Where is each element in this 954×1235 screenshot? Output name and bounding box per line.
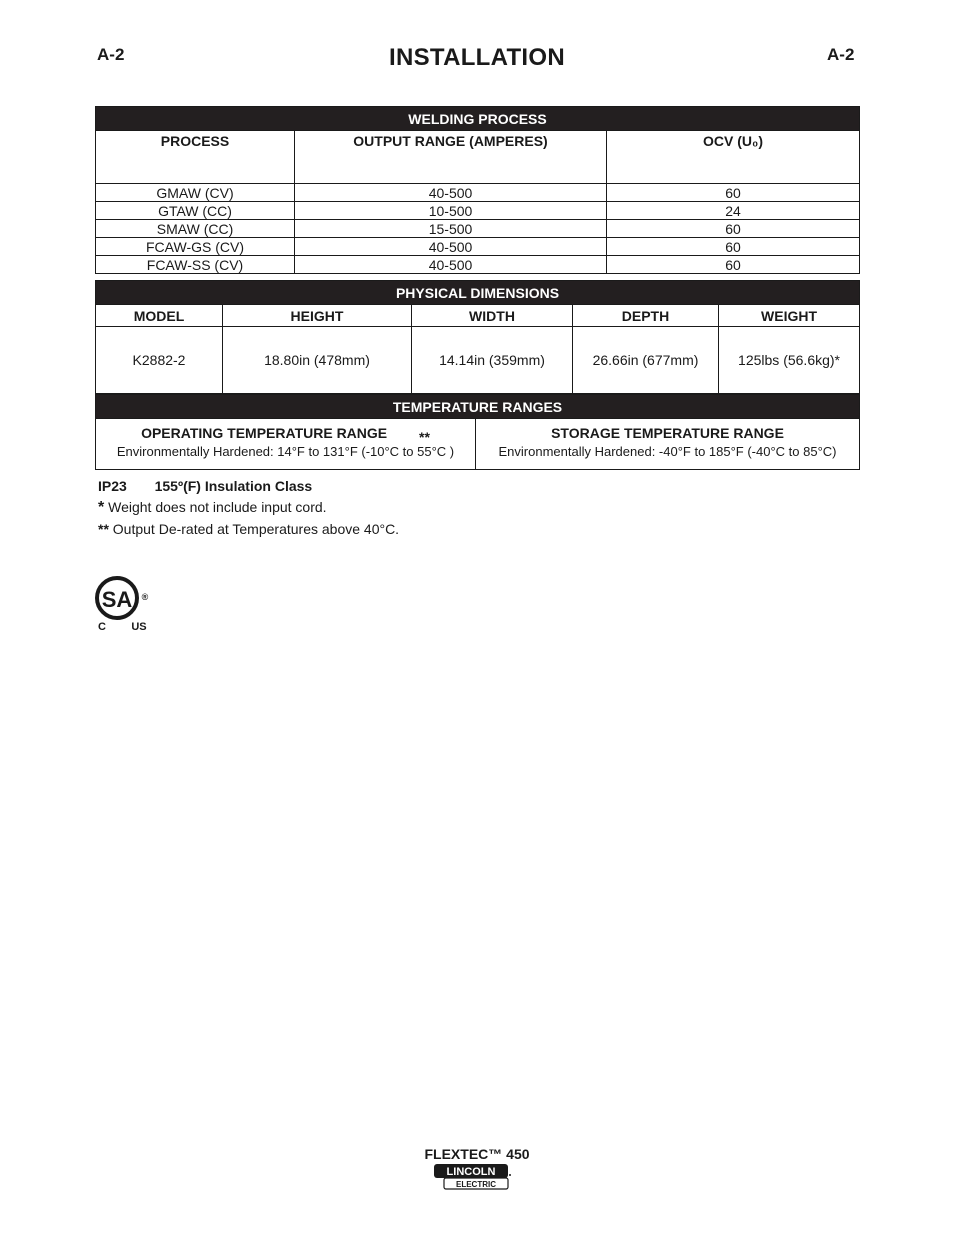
weight-footnote (98, 499, 327, 517)
welding-process-heading: WELDING PROCESS (96, 107, 860, 131)
storage-temperature-cell (476, 419, 860, 470)
insulation-note (98, 478, 312, 494)
operating-temperature-label: OPERATING TEMPERATURE RANGE (141, 425, 388, 441)
column-header-process: PROCESS (96, 131, 295, 184)
ocv-cell: 60 (607, 184, 860, 202)
depth-cell: 26.66in (677mm) (573, 327, 719, 394)
temperature-ranges-table (95, 394, 860, 470)
csa-us-label: US (131, 621, 147, 633)
table-row (96, 327, 860, 394)
output-range-cell: 15-500 (295, 220, 607, 238)
ocv-cell: 60 (607, 256, 860, 274)
storage-temperature-title: STORAGE TEMPERATURE RANGE (551, 425, 784, 441)
table-row (96, 256, 860, 274)
lincoln-electric-logo (434, 1163, 512, 1191)
physical-dimensions-table (95, 280, 860, 394)
model-cell: K2882-2 (96, 327, 223, 394)
column-header-ocv: OCV (U₀) (607, 131, 860, 184)
logo-top-text: LINCOLN (446, 1166, 496, 1178)
process-cell: FCAW-GS (CV) (96, 238, 295, 256)
insulation-class: 155º(F) Insulation Class (154, 478, 313, 494)
page-number-left: A-2 (97, 45, 125, 64)
column-header-height: HEIGHT (223, 305, 412, 327)
process-cell: GMAW (CV) (96, 184, 295, 202)
operating-temperature-range: Environmentally Hardened: 14°F to 131°F (-10°C to 55°C ) (116, 444, 455, 459)
operating-temperature-title (96, 425, 475, 445)
temperature-ranges-heading: TEMPERATURE RANGES (96, 395, 860, 419)
footnote-text: Weight does not include input cord. (108, 499, 327, 515)
column-header-depth: DEPTH (573, 305, 719, 327)
physical-dimensions-heading: PHYSICAL DIMENSIONS (96, 281, 860, 305)
registered-mark: ® (141, 592, 149, 602)
weight-cell: 125lbs (56.6kg)* (719, 327, 860, 394)
process-cell: SMAW (CC) (96, 220, 295, 238)
derating-footnote-mark: ** (419, 429, 430, 445)
output-range-cell: 40-500 (295, 238, 607, 256)
column-header-width: WIDTH (412, 305, 573, 327)
output-range-cell: 40-500 (295, 184, 607, 202)
process-cell: GTAW (CC) (96, 202, 295, 220)
table-row (96, 238, 860, 256)
logo-bottom-text: ELECTRIC (456, 1180, 496, 1189)
ocv-cell: 60 (607, 220, 860, 238)
table-row (96, 202, 860, 220)
ip-rating: IP23 (98, 478, 127, 494)
welding-process-table (95, 106, 860, 274)
footnote-mark: ** (98, 521, 109, 537)
column-header-weight: WEIGHT (719, 305, 860, 327)
ocv-cell: 60 (607, 238, 860, 256)
derating-footnote (98, 521, 399, 537)
csa-canada-label: C (98, 621, 106, 633)
page-number-right: A-2 (827, 45, 855, 64)
column-header-model: MODEL (96, 305, 223, 327)
page-title: INSTALLATION (388, 44, 566, 71)
table-row (96, 184, 860, 202)
output-range-cell: 40-500 (295, 256, 607, 274)
csa-certification-icon (95, 573, 155, 635)
csa-letters: SA (101, 587, 133, 612)
table-row (96, 220, 860, 238)
output-range-cell: 10-500 (295, 202, 607, 220)
column-header-output-range: OUTPUT RANGE (AMPERES) (295, 131, 607, 184)
width-cell: 14.14in (359mm) (412, 327, 573, 394)
ocv-cell: 24 (607, 202, 860, 220)
footer-product-name: FLEXTEC™ 450 (424, 1146, 530, 1162)
footnote-text: Output De-rated at Temperatures above 40°C. (112, 521, 400, 537)
process-cell: FCAW-SS (CV) (96, 256, 295, 274)
footnote-mark: * (98, 499, 105, 516)
storage-temperature-range: Environmentally Hardened: -40°F to 185°F (-40°C to 85°C) (498, 444, 837, 459)
height-cell: 18.80in (478mm) (223, 327, 412, 394)
operating-temperature-cell (96, 419, 476, 470)
